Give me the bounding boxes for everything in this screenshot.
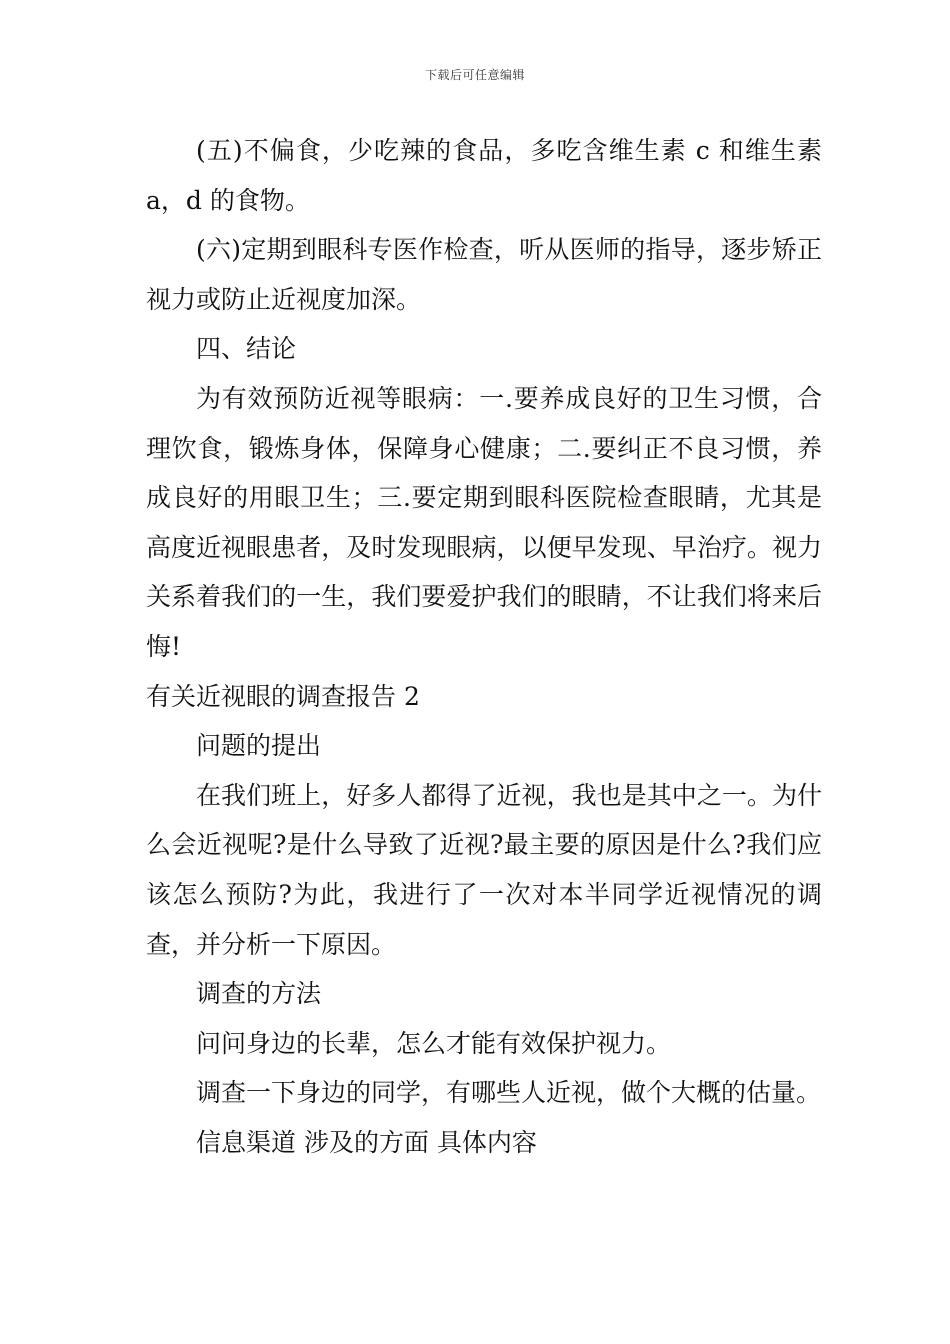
paragraph-method-2: 调查一下身边的同学，有哪些人近视，做个大概的估量。 — [196, 1078, 822, 1108]
report-title: 有关近视眼的调查报告 2 — [146, 681, 420, 711]
paragraph-item-5: (五)不偏食，少吃辣的食品，多吃含维生素 c 和维生素 a，d 的食物。 — [146, 136, 822, 215]
document-body — [146, 126, 822, 1167]
paragraph-question: 在我们班上，好多人都得了近视，我也是其中之一。为什么会近视呢?是什么导致了近视?最主要的原因是什么?我们应该怎么预防?为此，我进行了一次对本半同学近视情况的调查，并分析一下原因。 — [146, 780, 822, 959]
paragraph-conclusion: 为有效预防近视等眼病：一.要养成良好的卫生习惯，合理饮食，锻炼身体，保障身心健康；二.要纠正不良习惯，养成良好的用眼卫生；三.要定期到眼科医院检查眼睛，尤其是高度近视眼患者，及时发现眼病，以便早发现、早治疗。视力关系着我们的一生，我们要爱护我们的眼睛，不让我们将来后悔! — [146, 383, 822, 661]
paragraph-method-1: 问问身边的长辈，怎么才能有效保护视力。 — [196, 1028, 672, 1058]
table-header-line: 信息渠道 涉及的方面 具体内容 — [196, 1127, 537, 1157]
section-heading-method: 调查的方法 — [196, 979, 322, 1009]
download-note: 下载后可任意编辑 — [424, 68, 525, 82]
section-heading-conclusion: 四、结论 — [196, 334, 297, 364]
paragraph-item-6: (六)定期到眼科专医作检查，听从医师的指导，逐步矫正视力或防止近视度加深。 — [146, 235, 822, 314]
section-heading-question: 问题的提出 — [196, 731, 322, 761]
